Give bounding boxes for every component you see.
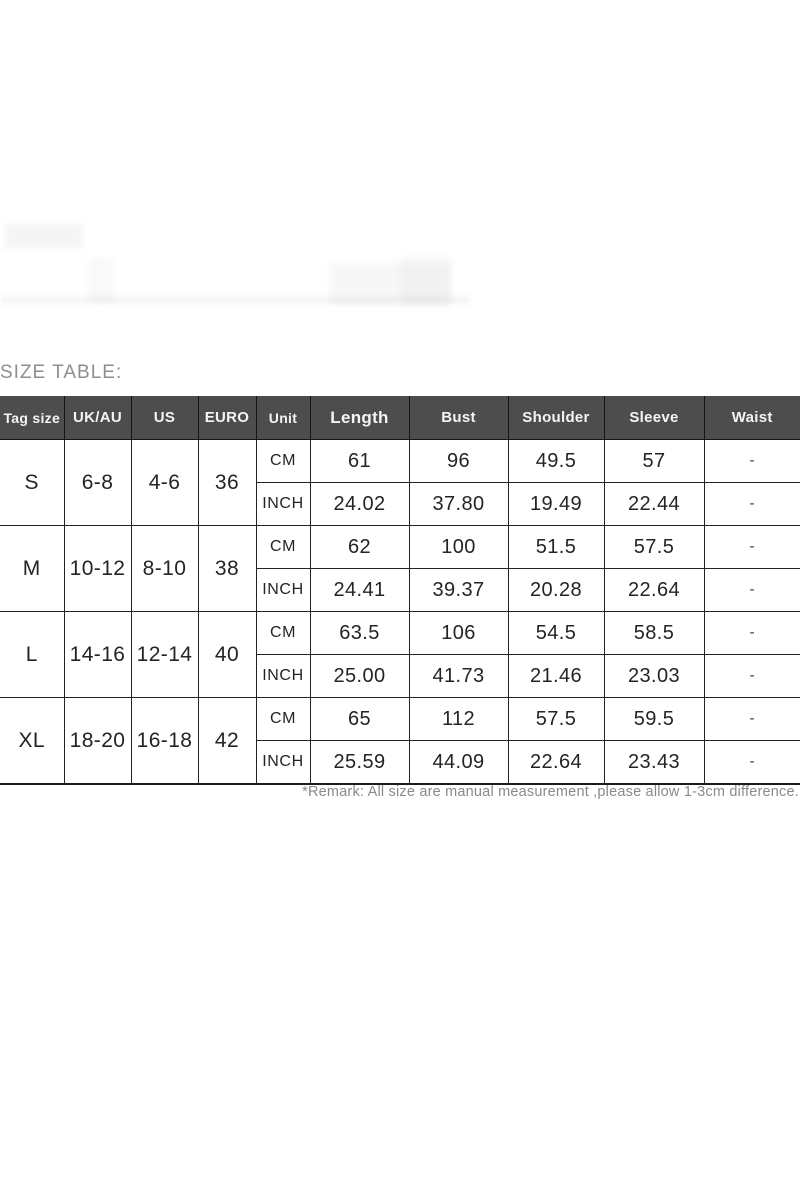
cell-l-us: 12-14 [131,612,198,698]
cell-l-inch-bust: 41.73 [409,655,508,698]
cell-l-inch-length: 25.00 [310,655,409,698]
col-header-waist: Waist [704,396,800,440]
cell-m-inch-bust: 39.37 [409,569,508,612]
cell-xl-inch-length: 25.59 [310,741,409,785]
cell-l-cm-shoulder: 54.5 [508,612,604,655]
cell-s-inch-waist: - [704,483,800,526]
cell-xl-inch-bust: 44.09 [409,741,508,785]
cell-m-cm-sleeve: 57.5 [604,526,704,569]
col-header-us: US [131,396,198,440]
cell-xl-cm-bust: 112 [409,698,508,741]
cell-l-cm-waist: - [704,612,800,655]
cell-xl-inch-shoulder: 22.64 [508,741,604,785]
cell-l-cm-unit: CM [256,612,310,655]
cell-m-euro: 38 [198,526,256,612]
cell-xl-inch-sleeve: 23.43 [604,741,704,785]
cell-s-inch-length: 24.02 [310,483,409,526]
cell-xl-tag: XL [0,698,64,785]
cell-m-cm-bust: 100 [409,526,508,569]
cell-s-us: 4-6 [131,440,198,526]
size-row-xl-cm [0,698,800,741]
cell-s-ukau: 6-8 [64,440,131,526]
cell-s-inch-bust: 37.80 [409,483,508,526]
cell-l-inch-unit: INCH [256,655,310,698]
cell-l-tag: L [0,612,64,698]
cell-xl-cm-waist: - [704,698,800,741]
cell-m-cm-unit: CM [256,526,310,569]
cell-xl-inch-unit: INCH [256,741,310,785]
col-header-uk-au: UK/AU [64,396,131,440]
col-header-bust: Bust [409,396,508,440]
col-header-tag-size: Tag size [0,396,64,440]
col-header-unit: Unit [256,396,310,440]
faint-watermark-artifact [5,223,83,249]
cell-l-cm-bust: 106 [409,612,508,655]
cell-m-cm-length: 62 [310,526,409,569]
cell-xl-us: 16-18 [131,698,198,785]
size-row-m-cm [0,526,800,569]
cell-m-inch-length: 24.41 [310,569,409,612]
cell-m-us: 8-10 [131,526,198,612]
cell-s-inch-shoulder: 19.49 [508,483,604,526]
size-row-s-cm [0,440,800,483]
cell-s-inch-sleeve: 22.44 [604,483,704,526]
cell-m-cm-waist: - [704,526,800,569]
col-header-length: Length [310,396,409,440]
cell-xl-euro: 42 [198,698,256,785]
cell-xl-cm-shoulder: 57.5 [508,698,604,741]
cell-l-euro: 40 [198,612,256,698]
cell-xl-ukau: 18-20 [64,698,131,785]
cell-s-inch-unit: INCH [256,483,310,526]
cell-s-cm-sleeve: 57 [604,440,704,483]
size-table [0,396,800,785]
cell-s-cm-length: 61 [310,440,409,483]
cell-s-tag: S [0,440,64,526]
cell-l-inch-shoulder: 21.46 [508,655,604,698]
cell-xl-cm-unit: CM [256,698,310,741]
cell-s-cm-bust: 96 [409,440,508,483]
remark: *Remark: All size are manual measurement ,please allow 1-3cm difference. [302,784,799,800]
size-row-l-cm [0,612,800,655]
cell-l-inch-sleeve: 23.03 [604,655,704,698]
cell-m-inch-unit: INCH [256,569,310,612]
col-header-euro: EURO [198,396,256,440]
cell-m-cm-shoulder: 51.5 [508,526,604,569]
cell-m-inch-sleeve: 22.64 [604,569,704,612]
col-header-shoulder: Shoulder [508,396,604,440]
cell-m-tag: M [0,526,64,612]
cell-l-cm-length: 63.5 [310,612,409,655]
col-header-sleeve: Sleeve [604,396,704,440]
size-table-title: SIZE TABLE: [0,362,123,383]
faint-watermark-artifact [0,296,470,304]
cell-m-ukau: 10-12 [64,526,131,612]
cell-s-cm-shoulder: 49.5 [508,440,604,483]
cell-xl-inch-waist: - [704,741,800,785]
cell-m-inch-shoulder: 20.28 [508,569,604,612]
cell-s-euro: 36 [198,440,256,526]
cell-xl-cm-length: 65 [310,698,409,741]
cell-xl-cm-sleeve: 59.5 [604,698,704,741]
cell-l-ukau: 14-16 [64,612,131,698]
cell-l-inch-waist: - [704,655,800,698]
cell-l-cm-sleeve: 58.5 [604,612,704,655]
cell-s-cm-waist: - [704,440,800,483]
header-row [0,396,800,440]
cell-s-cm-unit: CM [256,440,310,483]
cell-m-inch-waist: - [704,569,800,612]
